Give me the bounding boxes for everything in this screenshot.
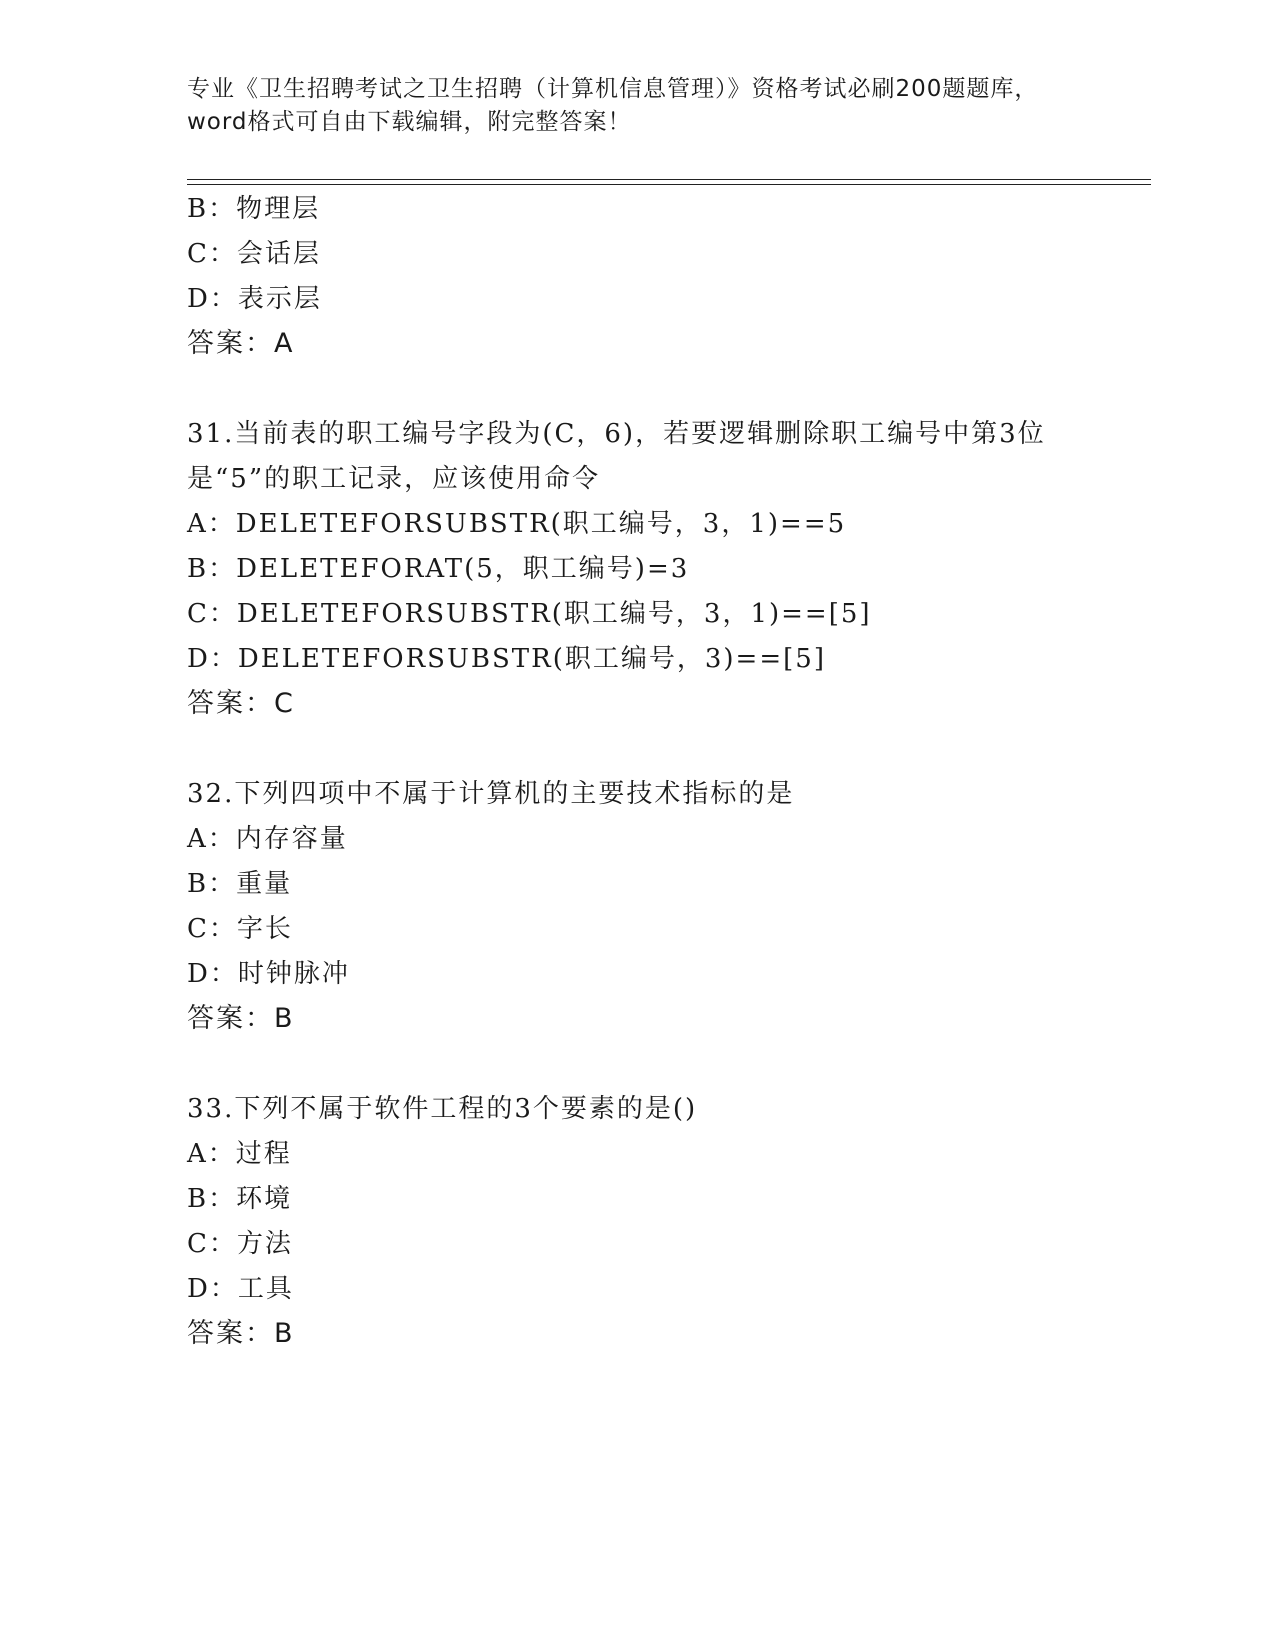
q32-option-a: A：内存容量 (187, 824, 348, 854)
q30-option-c: C：会话层 (187, 239, 321, 269)
q31-option-c: C：DELETEFORSUBSTR(职工编号，3，1)==[5] (187, 599, 872, 629)
q32-option-d: D：时钟脉冲 (187, 959, 350, 989)
q31-option-b: B：DELETEFORAT(5，职工编号)=3 (187, 554, 690, 584)
q31-question-line1: 31.当前表的职工编号字段为(C，6)，若要逻辑删除职工编号中第3位 (187, 419, 1046, 449)
header-divider-top (187, 179, 1151, 180)
header-divider-bottom (187, 184, 1151, 185)
q33-option-c: C：方法 (187, 1229, 293, 1259)
header-title-line1: 专业《卫生招聘考试之卫生招聘（计算机信息管理）》资格考试必刷200题题库， (187, 76, 1039, 102)
q33-question: 33.下列不属于软件工程的3个要素的是() (187, 1094, 698, 1124)
q32-question: 32.下列四项中不属于计算机的主要技术指标的是 (187, 779, 795, 809)
q30-answer: 答案：A (187, 328, 295, 359)
q33-option-a: A：过程 (187, 1139, 292, 1169)
q33-option-b: B：环境 (187, 1184, 293, 1214)
q32-answer: 答案：B (187, 1003, 295, 1034)
q33-answer: 答案：B (187, 1318, 295, 1349)
q31-answer: 答案：C (187, 688, 295, 719)
q30-option-b: B：物理层 (187, 194, 321, 224)
q31-option-d: D：DELETEFORSUBSTR(职工编号，3)==[5] (187, 644, 826, 674)
document-header (187, 73, 1087, 139)
q33-option-d: D：工具 (187, 1274, 294, 1304)
q32-option-c: C：字长 (187, 914, 293, 944)
q31-option-a: A：DELETEFORSUBSTR(职工编号，3，1)==5 (187, 509, 847, 539)
q30-option-d: D：表示层 (187, 284, 322, 314)
q32-option-b: B：重量 (187, 869, 293, 899)
q31-question-line2: 是“5”的职工记录，应该使用命令 (187, 464, 601, 494)
header-title-line2: word格式可自由下载编辑，附完整答案！ (187, 109, 632, 135)
